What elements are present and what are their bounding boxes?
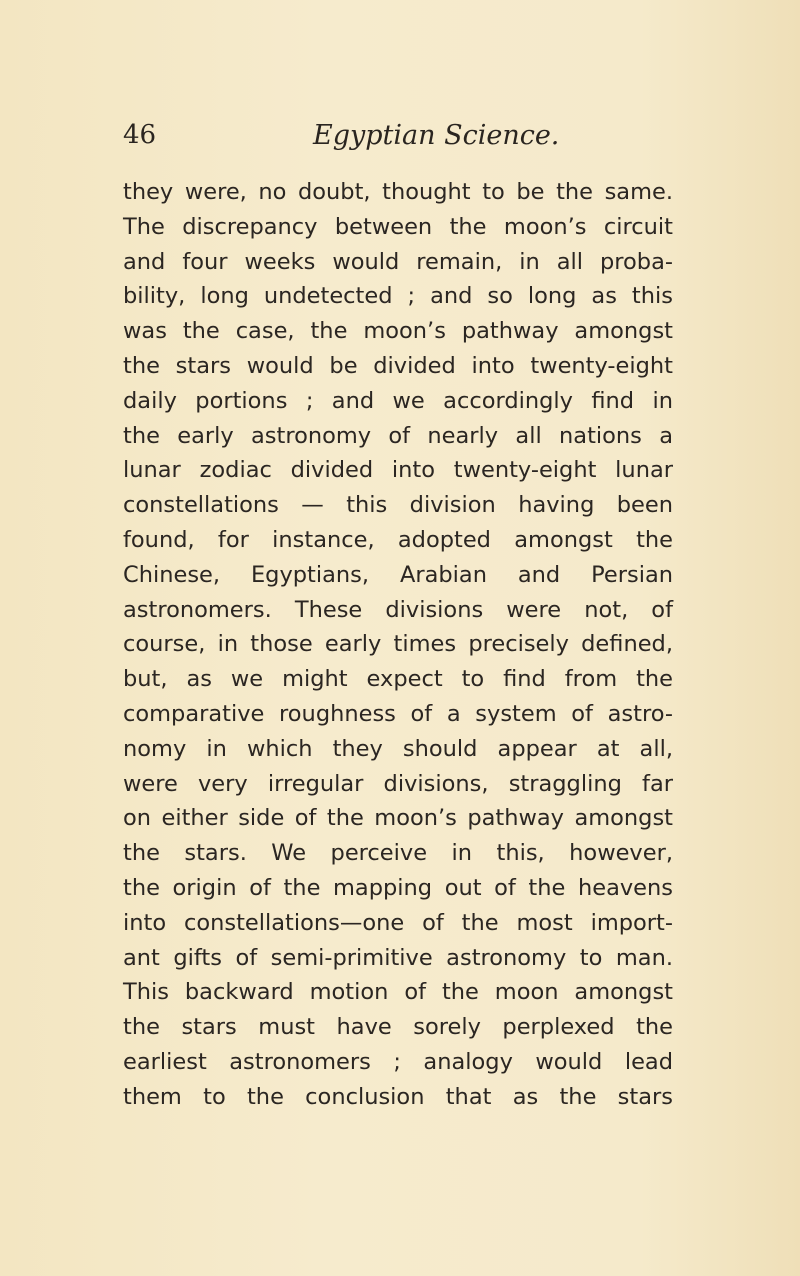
- text-line: daily portions ; and we accordingly find in: [123, 387, 673, 414]
- text-line: This backward motion of the moon amongst: [123, 979, 673, 1006]
- text-line: but, as we might expect to find from the: [123, 666, 673, 693]
- text-line: found, for instance, adopted amongst the: [123, 526, 673, 553]
- text-line: and four weeks would remain, in all proba-: [123, 248, 673, 275]
- text-line: into constellations—one of the most import-: [123, 909, 673, 936]
- text-line: comparative roughness of a system of astro-: [123, 700, 673, 727]
- text-line: them to the conclusion that as the stars: [123, 1083, 673, 1110]
- text-line: ant gifts of semi-primitive astronomy to man.: [123, 944, 673, 971]
- text-line: constellations — this division having been: [123, 492, 673, 519]
- text-line: nomy in which they should appear at all,: [123, 735, 673, 762]
- text-line: they were, no doubt, thought to be the same.: [123, 179, 673, 205]
- running-title: Egyptian Science.: [313, 120, 560, 151]
- text-line: bility, long undetected ; and so long as this: [123, 283, 673, 310]
- page-header: [123, 120, 677, 160]
- text-line: the stars must have sorely perplexed the: [123, 1014, 673, 1041]
- text-line: were very irregular divisions, straggling far: [123, 770, 673, 797]
- text-line: astronomers. These divisions were not, of: [123, 596, 673, 623]
- text-line: the stars would be divided into twenty-eight: [123, 352, 673, 379]
- text-line: The discrepancy between the moon’s circuit: [123, 213, 673, 240]
- text-line: the early astronomy of nearly all nations a: [123, 422, 673, 449]
- text-line: the origin of the mapping out of the heavens: [123, 874, 673, 901]
- text-line: lunar zodiac divided into twenty-eight lunar: [123, 457, 673, 484]
- page-number: 46: [123, 120, 157, 150]
- body-text: [123, 175, 673, 1115]
- text-line: course, in those early times precisely defined,: [123, 631, 673, 658]
- text-line: on either side of the moon’s pathway amongst: [123, 805, 673, 832]
- text-line: Chinese, Egyptians, Arabian and Persian: [123, 561, 673, 588]
- text-line: the stars. We perceive in this, however,: [123, 840, 673, 867]
- text-line: was the case, the moon’s pathway amongst: [123, 318, 673, 345]
- text-line: earliest astronomers ; analogy would lead: [123, 1048, 673, 1075]
